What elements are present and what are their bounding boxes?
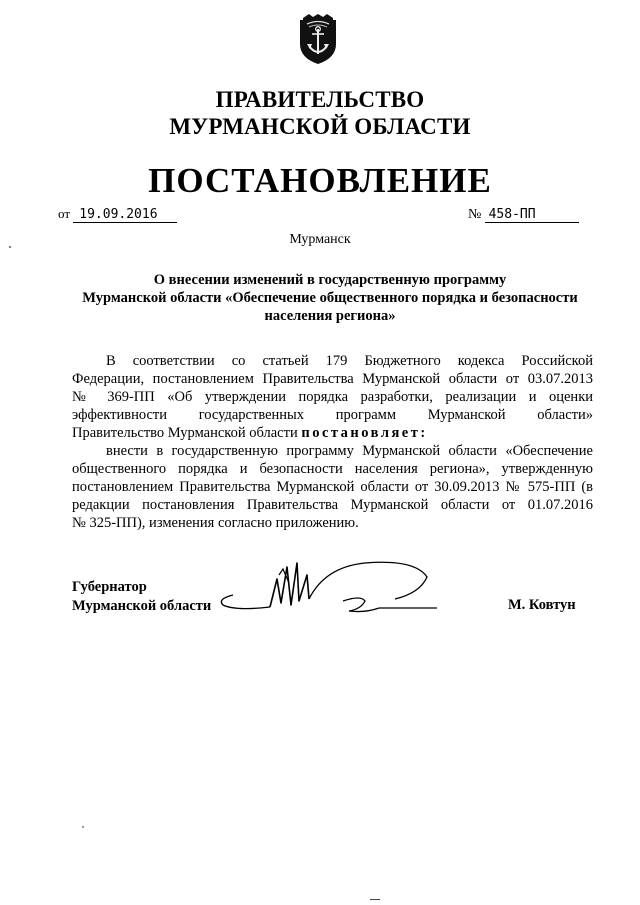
body-paragraph-2 xyxy=(72,442,593,532)
handwritten-signature xyxy=(215,555,440,625)
number-prefix: № xyxy=(468,207,482,222)
document-body xyxy=(72,352,593,532)
signatory-title-line2: Мурманской области xyxy=(72,598,212,614)
body-line: Федерации, постановлением Правительства Мурманской области от 03.07.2013 xyxy=(72,371,593,387)
city-name: Мурманск xyxy=(289,232,351,247)
scan-speck xyxy=(9,246,11,248)
body-line: В соответствии со статьей 179 Бюджетного кодекса Российской xyxy=(106,353,593,369)
number-value: 458-ПП xyxy=(485,208,579,223)
body-line-text: Правительство Мурманской области xyxy=(72,425,298,441)
coat-of-arms-emblem xyxy=(297,14,339,66)
scan-speck xyxy=(82,826,84,828)
government-title xyxy=(0,86,640,140)
body-line xyxy=(72,424,593,442)
date-value: 19.09.2016 xyxy=(73,208,177,223)
scan-mark xyxy=(370,899,380,900)
org-name-line1: ПРАВИТЕЛЬСТВО xyxy=(215,87,425,112)
body-line: внести в государственную программу Мурманской области «Обеспечение xyxy=(106,443,593,459)
subject-line: О внесении изменений в государственную программу xyxy=(153,272,507,288)
date-field xyxy=(58,206,177,223)
body-line: редакции постановления Правительства Мурманской области от 01.07.2016 xyxy=(72,497,593,513)
body-line: № 369-ПП «Об утверждении порядка разработки, реализации и оценки xyxy=(72,389,593,405)
body-line: № 325-ПП), изменения согласно приложению. xyxy=(72,515,359,531)
document-type-title: ПОСТАНОВЛЕНИЕ xyxy=(148,161,492,200)
signatory-title xyxy=(72,578,211,616)
document-subject xyxy=(70,271,590,325)
date-prefix: от xyxy=(58,206,71,221)
body-paragraph-1 xyxy=(72,352,593,442)
body-line: постановлением Правительства Мурманской области от 30.09.2013 № 575-ПП (в xyxy=(72,479,593,495)
signatory-name: М. Ковтун xyxy=(508,597,576,613)
org-name-line2: МУРМАНСКОЙ ОБЛАСТИ xyxy=(169,114,471,139)
number-field xyxy=(468,206,579,223)
resolution-keyword: постановляет: xyxy=(301,425,428,441)
subject-line: Мурманской области «Обеспечение общественного порядка и безопасности xyxy=(82,290,578,306)
signatory-title-line1: Губернатор xyxy=(72,579,147,595)
body-line: общественного порядка и безопасности населения региона», утвержденную xyxy=(72,461,593,477)
subject-line: населения региона» xyxy=(264,308,396,324)
body-line: эффективности государственных программ Мурманской области» xyxy=(72,407,593,423)
